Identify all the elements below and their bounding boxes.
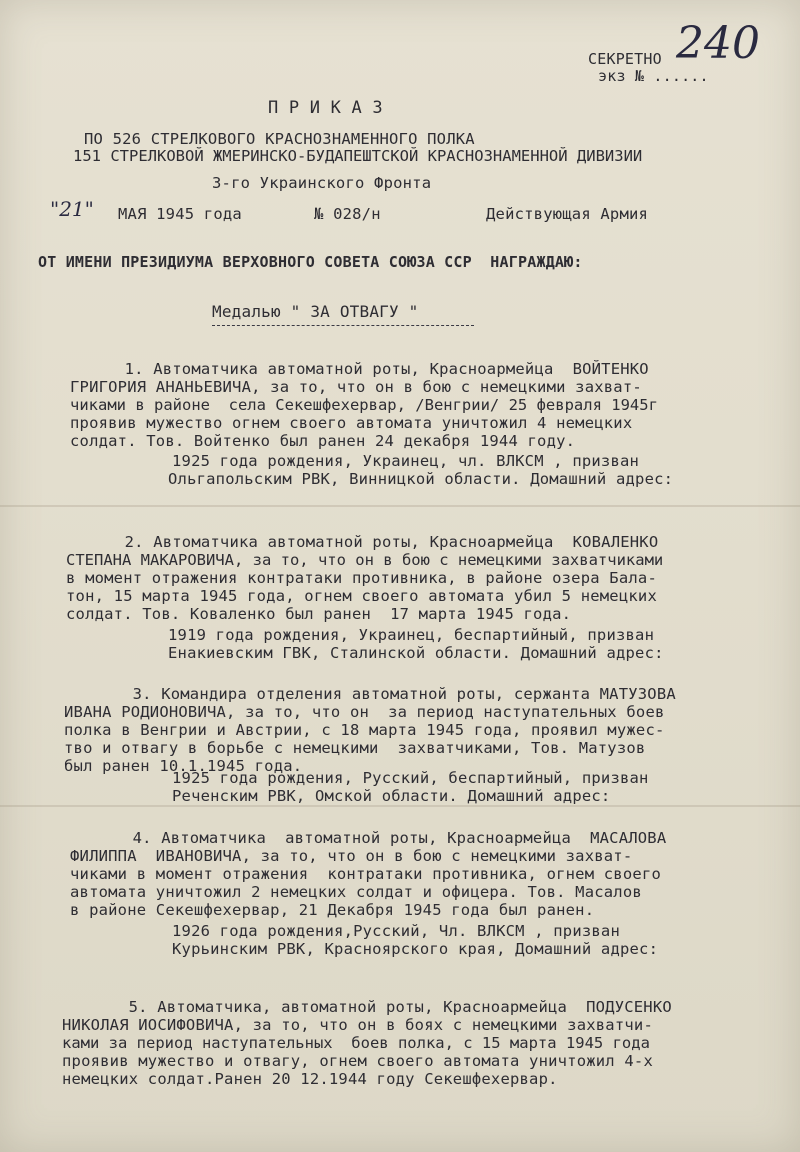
entry-line: автомата уничтожил 2 немецких солдат и офицера. Тов. Масалов <box>70 883 642 901</box>
entry-line: ками за период наступательных боев полка, с 15 марта 1945 года <box>62 1034 650 1052</box>
entry-line: СТЕПАНА МАКАРОВИЧА, за то, что он в бою с немецкими захватчиками <box>66 551 664 569</box>
entry-line: ГРИГОРИЯ АНАНЬЕВИЧА, за то, что он в бою с немецкими захват- <box>70 378 642 396</box>
entry-line: ФИЛИППА ИВАНОВИЧА, за то, что он в бою с немецкими захват- <box>70 847 633 865</box>
entry-line: 5. Автоматчика, автоматной роты, Красноармейца ПОДУСЕНКО <box>100 998 672 1016</box>
entry-line: 3. Командира отделения автоматной роты, сержанта МАТУЗОВА <box>104 685 676 703</box>
entry-line: был ранен 10.1.1945 года. <box>64 757 303 775</box>
entry-line: тон, 15 марта 1945 года, огнем своего автомата убил 5 немецких <box>66 587 657 605</box>
header-line-3: 3-го Украинского Фронта <box>212 174 432 192</box>
entry-line: солдат. Тов. Войтенко был ранен 24 декабря 1944 году. <box>70 432 576 450</box>
entry-line: полка в Венгрии и Австрии, с 18 марта 1945 года, проявил мужес- <box>64 721 665 739</box>
secret-stamp: СЕКРЕТНО <box>588 50 662 68</box>
entry-line: немецких солдат.Ранен 20 12.1944 году Секешфехервар. <box>62 1070 558 1088</box>
entry-line: 2. Автоматчика автоматной роты, Красноармейца КОВАЛЕНКО <box>96 533 659 551</box>
order-title: П Р И К А З <box>268 98 383 118</box>
bio-line: Курьинским РВК, Красноярского края, Домашний адрес: <box>172 940 659 958</box>
bio-line: 1925 года рождения, Украинец, чл. ВЛКСМ , призван <box>172 452 640 470</box>
decree-line: ОТ ИМЕНИ ПРЕЗИДИУМА ВЕРХОВНОГО СОВЕТА СОЮЗА ССР НАГРАЖДАЮ: <box>38 253 583 271</box>
bio-line: Ольгапольским РВК, Винницкой области. Домашний адрес: <box>168 470 674 488</box>
header-line-1: ПО 526 СТРЕЛКОВОГО КРАСНОЗНАМЕННОГО ПОЛКА <box>84 130 475 148</box>
entry-line: солдат. Тов. Коваленко был ранен 17 марта 1945 года. <box>66 605 572 623</box>
entry-line: тво и отвагу в борьбе с немецкими захватчиками, Тов. Матузов <box>64 739 646 757</box>
entry-line: НИКОЛАЯ ИОСИФОВИЧА, за то, что он в боях с немецкими захватчи- <box>62 1016 653 1034</box>
entry-line: чиками в районе села Секешфехервар, /Венгрии/ 25 февраля 1945г <box>70 396 658 414</box>
copy-number: экз № ...... <box>598 67 709 85</box>
order-day: "21" <box>50 197 94 221</box>
handwritten-number: 240 <box>676 18 760 69</box>
entry-line: ИВАНА РОДИОНОВИЧА, за то, что он за период наступательных боев <box>64 703 665 721</box>
medal-underline <box>212 325 474 326</box>
entry-line: в момент отражения контратаки противника, в районе озера Бала- <box>66 569 657 587</box>
entry-line: в районе Секешфехервар, 21 Декабря 1945 года был ранен. <box>70 901 595 919</box>
bio-line: Реченским РВК, Омской области. Домашний адрес: <box>172 787 611 805</box>
bio-line: 1919 года рождения, Украинец, беспартийный, призван <box>168 626 655 644</box>
entry-line: проявив мужество огнем своего автомата уничтожил 4 немецких <box>70 414 633 432</box>
medal-title: Медалью " ЗА ОТВАГУ " <box>212 302 419 321</box>
army: Действующая Армия <box>486 205 649 223</box>
bio-line: Енакиевским ГВК, Сталинской области. Домашний адрес: <box>168 644 664 662</box>
entry-line: 1. Автоматчика автоматной роты, Красноармейца ВОЙТЕНКО <box>96 360 649 378</box>
entry-line: проявив мужество и отвагу, огнем своего автомата уничтожил 4-х <box>62 1052 653 1070</box>
entry-line: 4. Автоматчика автоматной роты, Красноармейца МАСАЛОВА <box>104 829 667 847</box>
order-number: № 028/н <box>314 205 381 223</box>
order-month-year: МАЯ 1945 года <box>118 205 242 223</box>
bio-line: 1926 года рождения,Русский, Чл. ВЛКСМ , призван <box>172 922 620 940</box>
entry-line: чиками в момент отражения контратаки противника, огнем своего <box>70 865 661 883</box>
header-line-2: 151 СТРЕЛКОВОЙ ЖМЕРИНСКО-БУДАПЕШТСКОЙ КРАСНОЗНАМЕННОЙ ДИВИЗИИ <box>73 147 643 165</box>
bio-line: 1925 года рождения, Русский, беспартийный, призван <box>172 769 649 787</box>
